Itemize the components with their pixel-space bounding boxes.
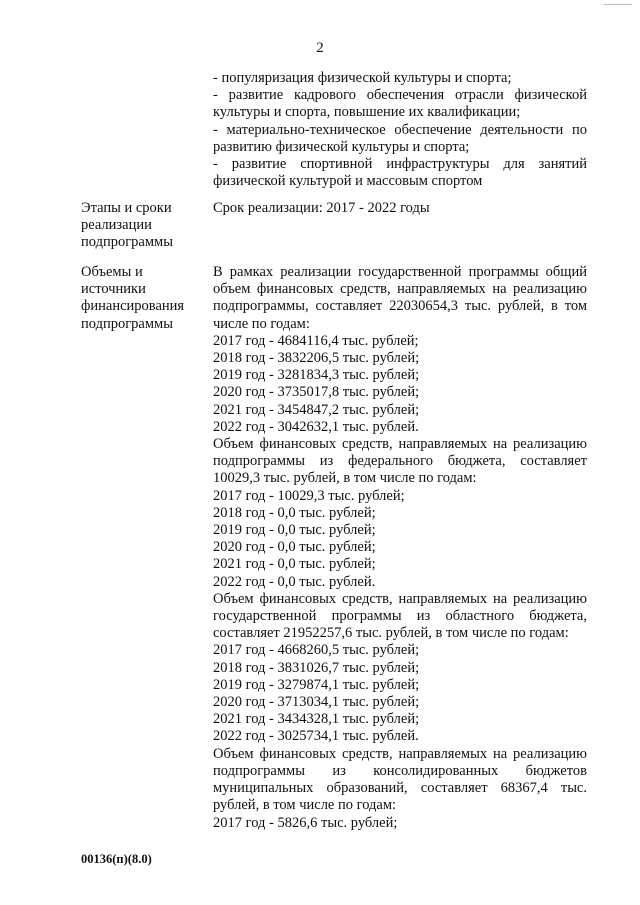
funding-line: Объем финансовых средств, направляемых на реализацию	[213, 436, 587, 453]
funding-line: 2017 год - 10029,3 тыс. рублей;	[213, 487, 405, 504]
goal-line: - материально-техническое обеспечение деятельности по	[213, 121, 587, 138]
goals-list	[213, 70, 587, 190]
funding-line: 2018 год - 3831026,7 тыс. рублей;	[213, 659, 420, 676]
stages-label	[81, 200, 205, 252]
funding-line: рублей, в том числе по годам:	[213, 797, 397, 814]
funding-line: 2021 год - 0,0 тыс. рублей;	[213, 556, 376, 573]
stages-label-line: подпрограммы	[81, 234, 173, 251]
stages-label-line: Этапы и сроки	[81, 200, 172, 216]
funding-line: 2022 год - 0,0 тыс. рублей.	[213, 573, 376, 590]
stages-value-block	[213, 200, 587, 217]
funding-line: 2019 год - 0,0 тыс. рублей;	[213, 522, 376, 539]
document-code: 00136(п)(8.0)	[81, 852, 152, 866]
stages-value: Срок реализации: 2017 - 2022 годы	[213, 200, 430, 216]
funding-line: 2019 год - 3279874,1 тыс. рублей;	[213, 676, 420, 693]
goal-line: физической культурой и массовым спортом	[213, 173, 483, 190]
funding-text	[213, 264, 587, 832]
funding-line: подпрограммы из консолидированных бюджетов	[213, 762, 587, 779]
funding-line: подпрограммы, составляет 22030654,3 тыс. рублей, в том	[213, 298, 587, 315]
funding-line: 2019 год - 3281834,3 тыс. рублей;	[213, 367, 420, 384]
corner-scan-mark	[604, 4, 632, 5]
funding-line: Объем финансовых средств, направляемых на реализацию	[213, 745, 587, 762]
funding-line: 2021 год - 3454847,2 тыс. рублей;	[213, 401, 420, 418]
funding-line: 2017 год - 4684116,4 тыс. рублей;	[213, 332, 419, 349]
funding-line: 2020 год - 0,0 тыс. рублей;	[213, 539, 376, 556]
funding-line: муниципальных образований, составляет 68367,4 тыс.	[213, 780, 587, 797]
funding-label-line: финансирования	[81, 298, 185, 315]
funding-line: составляет 21952257,6 тыс. рублей, в том числе по годам:	[213, 625, 569, 642]
funding-line: числе по годам:	[213, 315, 310, 332]
funding-line: 2021 год - 3434328,1 тыс. рублей;	[213, 711, 420, 728]
goal-line: - популяризация физической культуры и спорта;	[213, 70, 512, 86]
funding-label-line: источники	[81, 281, 146, 298]
funding-line: 2018 год - 0,0 тыс. рублей;	[213, 504, 376, 521]
funding-label	[81, 264, 205, 333]
goal-line: - развитие спортивной инфраструктуры для занятий	[213, 156, 587, 173]
goal-line: развитию физической культуры и спорта;	[213, 138, 470, 155]
funding-line: 2020 год - 3735017,8 тыс. рублей;	[213, 384, 420, 401]
funding-line: Объем финансовых средств, направляемых на реализацию	[213, 590, 587, 607]
goal-line: - развитие кадрового обеспечения отрасли физической	[213, 87, 587, 104]
funding-line: объем финансовых средств, направляемых на реализацию	[213, 281, 587, 298]
funding-line: 2017 год - 4668260,5 тыс. рублей;	[213, 642, 420, 659]
page-number: 2	[316, 40, 324, 56]
funding-label-line: подпрограммы	[81, 315, 173, 332]
funding-line: государственной программы из областного бюджета,	[213, 608, 587, 625]
funding-line: В рамках реализации государственной программы общий	[213, 264, 587, 280]
funding-line: 2022 год - 3025734,1 тыс. рублей.	[213, 728, 419, 745]
funding-line: 2022 год - 3042632,1 тыс. рублей.	[213, 418, 419, 435]
funding-line: 10029,3 тыс. рублей, в том числе по годам:	[213, 470, 477, 487]
funding-label-line: Объемы и	[81, 264, 143, 280]
goal-line: культуры и спорта, повышение их квалификации;	[213, 104, 521, 121]
funding-line: 2017 год - 5826,6 тыс. рублей;	[213, 814, 398, 831]
funding-line: подпрограммы из федерального бюджета, составляет	[213, 453, 587, 470]
funding-line: 2018 год - 3832206,5 тыс. рублей;	[213, 350, 420, 367]
funding-line: 2020 год - 3713034,1 тыс. рублей;	[213, 694, 420, 711]
stages-label-line: реализации	[81, 217, 152, 234]
